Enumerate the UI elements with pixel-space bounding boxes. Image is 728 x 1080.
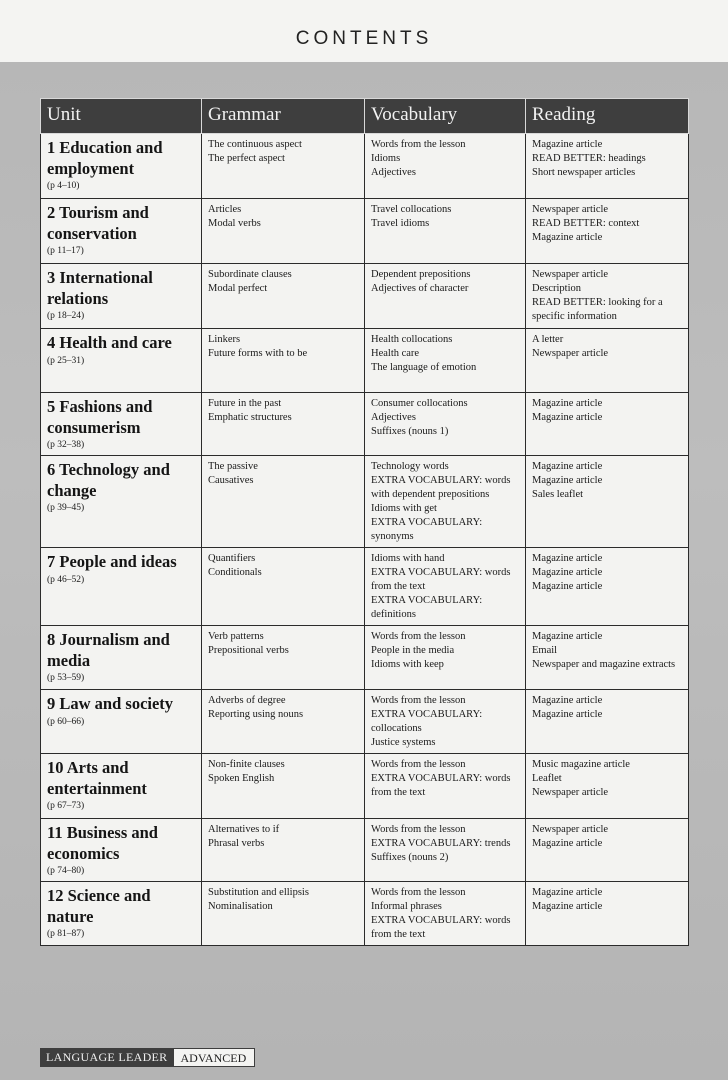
reading-item: Description xyxy=(532,283,581,294)
reading-item: Magazine article xyxy=(532,567,603,578)
reading-item: Newspaper article xyxy=(532,348,609,359)
vocabulary-item: Words from the lesson xyxy=(371,631,466,642)
reading-item: Magazine article xyxy=(532,412,603,423)
grammar-item: Causatives xyxy=(208,475,254,486)
header-unit: Unit xyxy=(41,99,202,134)
reading-item: READ BETTER: headings xyxy=(532,153,646,164)
grammar-cell xyxy=(202,134,365,199)
reading-item: Newspaper article xyxy=(532,824,609,835)
unit-title: 7 People and ideas xyxy=(47,552,177,571)
vocabulary-item: Technology words xyxy=(371,461,449,472)
grammar-item: Nominalisation xyxy=(208,901,273,912)
unit-pages: (p 60–66) xyxy=(47,716,85,727)
reading-item: Magazine article xyxy=(532,709,603,720)
reading-cell xyxy=(526,690,689,754)
table-row xyxy=(41,754,689,819)
unit-pages: (p 81–87) xyxy=(47,929,85,939)
unit-title: 1 Education and employment xyxy=(47,138,163,178)
vocabulary-item: Travel idioms xyxy=(371,218,430,229)
vocabulary-cell xyxy=(365,264,526,329)
footer-brand: LANGUAGE LEADER xyxy=(40,1048,173,1067)
grammar-item: Non-finite clauses xyxy=(208,759,285,770)
header-reading: Reading xyxy=(526,99,689,134)
reading-item: Magazine article xyxy=(532,475,603,486)
reading-item: A letter xyxy=(532,334,564,345)
reading-item: Magazine article xyxy=(532,581,603,592)
reading-item: Magazine article xyxy=(532,139,603,150)
reading-item: Magazine article xyxy=(532,553,603,564)
unit-title: 10 Arts and entertainment xyxy=(47,758,147,798)
unit-pages: (p 18–24) xyxy=(47,311,85,321)
unit-title: 12 Science and nature xyxy=(47,886,151,926)
grammar-item: Prepositional verbs xyxy=(208,645,289,656)
reading-item: Magazine article xyxy=(532,398,603,409)
vocabulary-item: Travel collocations xyxy=(371,204,452,215)
grammar-cell xyxy=(202,548,365,626)
grammar-item: Linkers xyxy=(208,334,241,345)
grammar-item: Adverbs of degree xyxy=(208,695,286,706)
grammar-cell xyxy=(202,626,365,690)
table-row xyxy=(41,134,689,199)
grammar-item: Spoken English xyxy=(208,773,275,784)
vocabulary-item: Words from the lesson xyxy=(371,139,466,150)
unit-cell xyxy=(41,456,202,548)
vocabulary-item: Health collocations xyxy=(371,334,453,345)
unit-cell xyxy=(41,819,202,882)
reading-item: Magazine article xyxy=(532,232,603,243)
grammar-item: Alternatives to if xyxy=(208,824,280,835)
reading-cell xyxy=(526,754,689,819)
reading-item: Magazine article xyxy=(532,887,603,898)
table-body xyxy=(41,134,689,946)
footer xyxy=(40,1048,255,1067)
grammar-item: Quantifiers xyxy=(208,553,256,564)
vocabulary-item: The language of emotion xyxy=(371,362,477,373)
grammar-item: The continuous aspect xyxy=(208,139,302,150)
reading-item: READ BETTER: looking for a specific information xyxy=(532,297,663,322)
grammar-item: Conditionals xyxy=(208,567,262,578)
unit-cell xyxy=(41,264,202,329)
header-row xyxy=(41,99,689,134)
reading-cell xyxy=(526,819,689,882)
unit-cell xyxy=(41,754,202,819)
grammar-cell xyxy=(202,882,365,946)
table-row xyxy=(41,819,689,882)
reading-item: Newspaper article xyxy=(532,269,609,280)
grammar-cell xyxy=(202,754,365,819)
table-row xyxy=(41,456,689,548)
unit-pages: (p 4–10) xyxy=(47,181,80,191)
table-row xyxy=(41,690,689,754)
grammar-item: Modal verbs xyxy=(208,218,261,229)
reading-cell xyxy=(526,134,689,199)
unit-title: 6 Technology and change xyxy=(47,460,170,500)
table-row xyxy=(41,626,689,690)
table-row xyxy=(41,199,689,264)
vocabulary-item: Adjectives xyxy=(371,412,416,423)
unit-cell xyxy=(41,134,202,199)
grammar-cell xyxy=(202,819,365,882)
unit-cell xyxy=(41,626,202,690)
vocabulary-item: Adjectives xyxy=(371,167,416,178)
vocabulary-item: EXTRA VOCABULARY: words from the text xyxy=(371,773,511,798)
vocabulary-cell xyxy=(365,199,526,264)
reading-cell xyxy=(526,626,689,690)
vocabulary-cell xyxy=(365,754,526,819)
vocabulary-item: Words from the lesson xyxy=(371,887,466,898)
reading-item: Music magazine article xyxy=(532,759,630,770)
reading-cell xyxy=(526,329,689,393)
reading-item: Magazine article xyxy=(532,695,603,706)
vocabulary-item: EXTRA VOCABULARY: trends xyxy=(371,838,511,849)
reading-item: Newspaper article xyxy=(532,204,609,215)
unit-title: 9 Law and society xyxy=(47,694,174,713)
vocabulary-cell xyxy=(365,626,526,690)
unit-title: 5 Fashions and consumerism xyxy=(47,397,153,437)
grammar-cell xyxy=(202,690,365,754)
vocabulary-item: Words from the lesson xyxy=(371,695,466,706)
grammar-item: Articles xyxy=(208,204,242,215)
grammar-item: Future forms with to be xyxy=(208,348,308,359)
vocabulary-item: Idioms xyxy=(371,153,401,164)
vocabulary-cell xyxy=(365,393,526,456)
unit-pages: (p 67–73) xyxy=(47,801,85,811)
reading-item: Newspaper article xyxy=(532,787,609,798)
grammar-item: Subordinate clauses xyxy=(208,269,292,280)
reading-cell xyxy=(526,456,689,548)
vocabulary-item: Idioms with keep xyxy=(371,659,444,670)
grammar-item: The passive xyxy=(208,461,258,472)
unit-pages: (p 53–59) xyxy=(47,673,85,683)
unit-title: 3 International relations xyxy=(47,268,153,308)
vocabulary-item: Suffixes (nouns 1) xyxy=(371,426,449,437)
unit-pages: (p 32–38) xyxy=(47,440,85,450)
reading-cell xyxy=(526,393,689,456)
vocabulary-item: EXTRA VOCABULARY: words from the text xyxy=(371,567,511,592)
reading-item: Short newspaper articles xyxy=(532,167,636,178)
unit-title: 4 Health and care xyxy=(47,333,172,352)
grammar-item: Reporting using nouns xyxy=(208,709,304,720)
unit-cell xyxy=(41,199,202,264)
grammar-item: Modal perfect xyxy=(208,283,268,294)
unit-cell xyxy=(41,690,202,754)
vocabulary-item: EXTRA VOCABULARY: words from the text xyxy=(371,915,511,940)
header-vocabulary: Vocabulary xyxy=(365,99,526,134)
vocabulary-item: Dependent prepositions xyxy=(371,269,471,280)
vocabulary-item: EXTRA VOCABULARY: words with dependent prepositions xyxy=(371,475,511,500)
vocabulary-item: Adjectives of character xyxy=(371,283,469,294)
vocabulary-item: Justice systems xyxy=(371,737,436,748)
table-row xyxy=(41,548,689,626)
vocabulary-item: Consumer collocations xyxy=(371,398,468,409)
reading-item: READ BETTER: context xyxy=(532,218,640,229)
grammar-cell xyxy=(202,264,365,329)
vocabulary-cell xyxy=(365,329,526,393)
vocabulary-item: Words from the lesson xyxy=(371,759,466,770)
unit-cell xyxy=(41,393,202,456)
grammar-item: Emphatic structures xyxy=(208,412,292,423)
table-row xyxy=(41,393,689,456)
vocabulary-cell xyxy=(365,456,526,548)
vocabulary-item: Idioms with hand xyxy=(371,553,445,564)
vocabulary-cell xyxy=(365,690,526,754)
reading-item: Sales leaflet xyxy=(532,489,584,500)
reading-cell xyxy=(526,882,689,946)
grammar-item: Substitution and ellipsis xyxy=(208,887,309,898)
unit-pages: (p 11–17) xyxy=(47,246,84,256)
vocabulary-item: EXTRA VOCABULARY: definitions xyxy=(371,595,483,620)
unit-title: 2 Tourism and conservation xyxy=(47,203,149,243)
table-row xyxy=(41,882,689,946)
grammar-cell xyxy=(202,329,365,393)
reading-cell xyxy=(526,199,689,264)
grammar-item: The perfect aspect xyxy=(208,153,285,164)
table-row xyxy=(41,329,689,393)
reading-cell xyxy=(526,548,689,626)
vocabulary-item: Suffixes (nouns 2) xyxy=(371,852,449,863)
grammar-cell xyxy=(202,456,365,548)
grammar-item: Phrasal verbs xyxy=(208,838,265,849)
vocabulary-item: EXTRA VOCABULARY: synonyms xyxy=(371,517,483,542)
grammar-cell xyxy=(202,199,365,264)
unit-cell xyxy=(41,882,202,946)
vocabulary-item: Idioms with get xyxy=(371,503,437,514)
unit-cell xyxy=(41,329,202,393)
vocabulary-cell xyxy=(365,548,526,626)
vocabulary-item: People in the media xyxy=(371,645,455,656)
table-row xyxy=(41,264,689,329)
unit-cell xyxy=(41,548,202,626)
reading-item: Magazine article xyxy=(532,901,603,912)
unit-pages: (p 74–80) xyxy=(47,866,85,876)
vocabulary-item: Health care xyxy=(371,348,420,359)
vocabulary-cell xyxy=(365,882,526,946)
unit-pages: (p 25–31) xyxy=(47,355,85,366)
reading-item: Magazine article xyxy=(532,838,603,849)
vocabulary-cell xyxy=(365,134,526,199)
vocabulary-item: EXTRA VOCABULARY: collocations xyxy=(371,709,483,734)
unit-pages: (p 39–45) xyxy=(47,503,85,513)
grammar-item: Verb patterns xyxy=(208,631,264,642)
footer-level: ADVANCED xyxy=(173,1048,255,1067)
reading-item: Email xyxy=(532,645,558,656)
grammar-item: Future in the past xyxy=(208,398,282,409)
vocabulary-item: Words from the lesson xyxy=(371,824,466,835)
grammar-cell xyxy=(202,393,365,456)
contents-table xyxy=(40,98,689,946)
page-title: CONTENTS xyxy=(295,28,433,49)
reading-cell xyxy=(526,264,689,329)
vocabulary-cell xyxy=(365,819,526,882)
reading-item: Newspaper and magazine extracts xyxy=(532,659,676,670)
unit-title: 11 Business and economics xyxy=(47,823,158,863)
header-grammar: Grammar xyxy=(202,99,365,134)
unit-pages: (p 46–52) xyxy=(47,574,85,585)
vocabulary-item: Informal phrases xyxy=(371,901,442,912)
reading-item: Magazine article xyxy=(532,461,603,472)
reading-item: Leaflet xyxy=(532,773,562,784)
reading-item: Magazine article xyxy=(532,631,603,642)
unit-title: 8 Journalism and media xyxy=(47,630,170,670)
